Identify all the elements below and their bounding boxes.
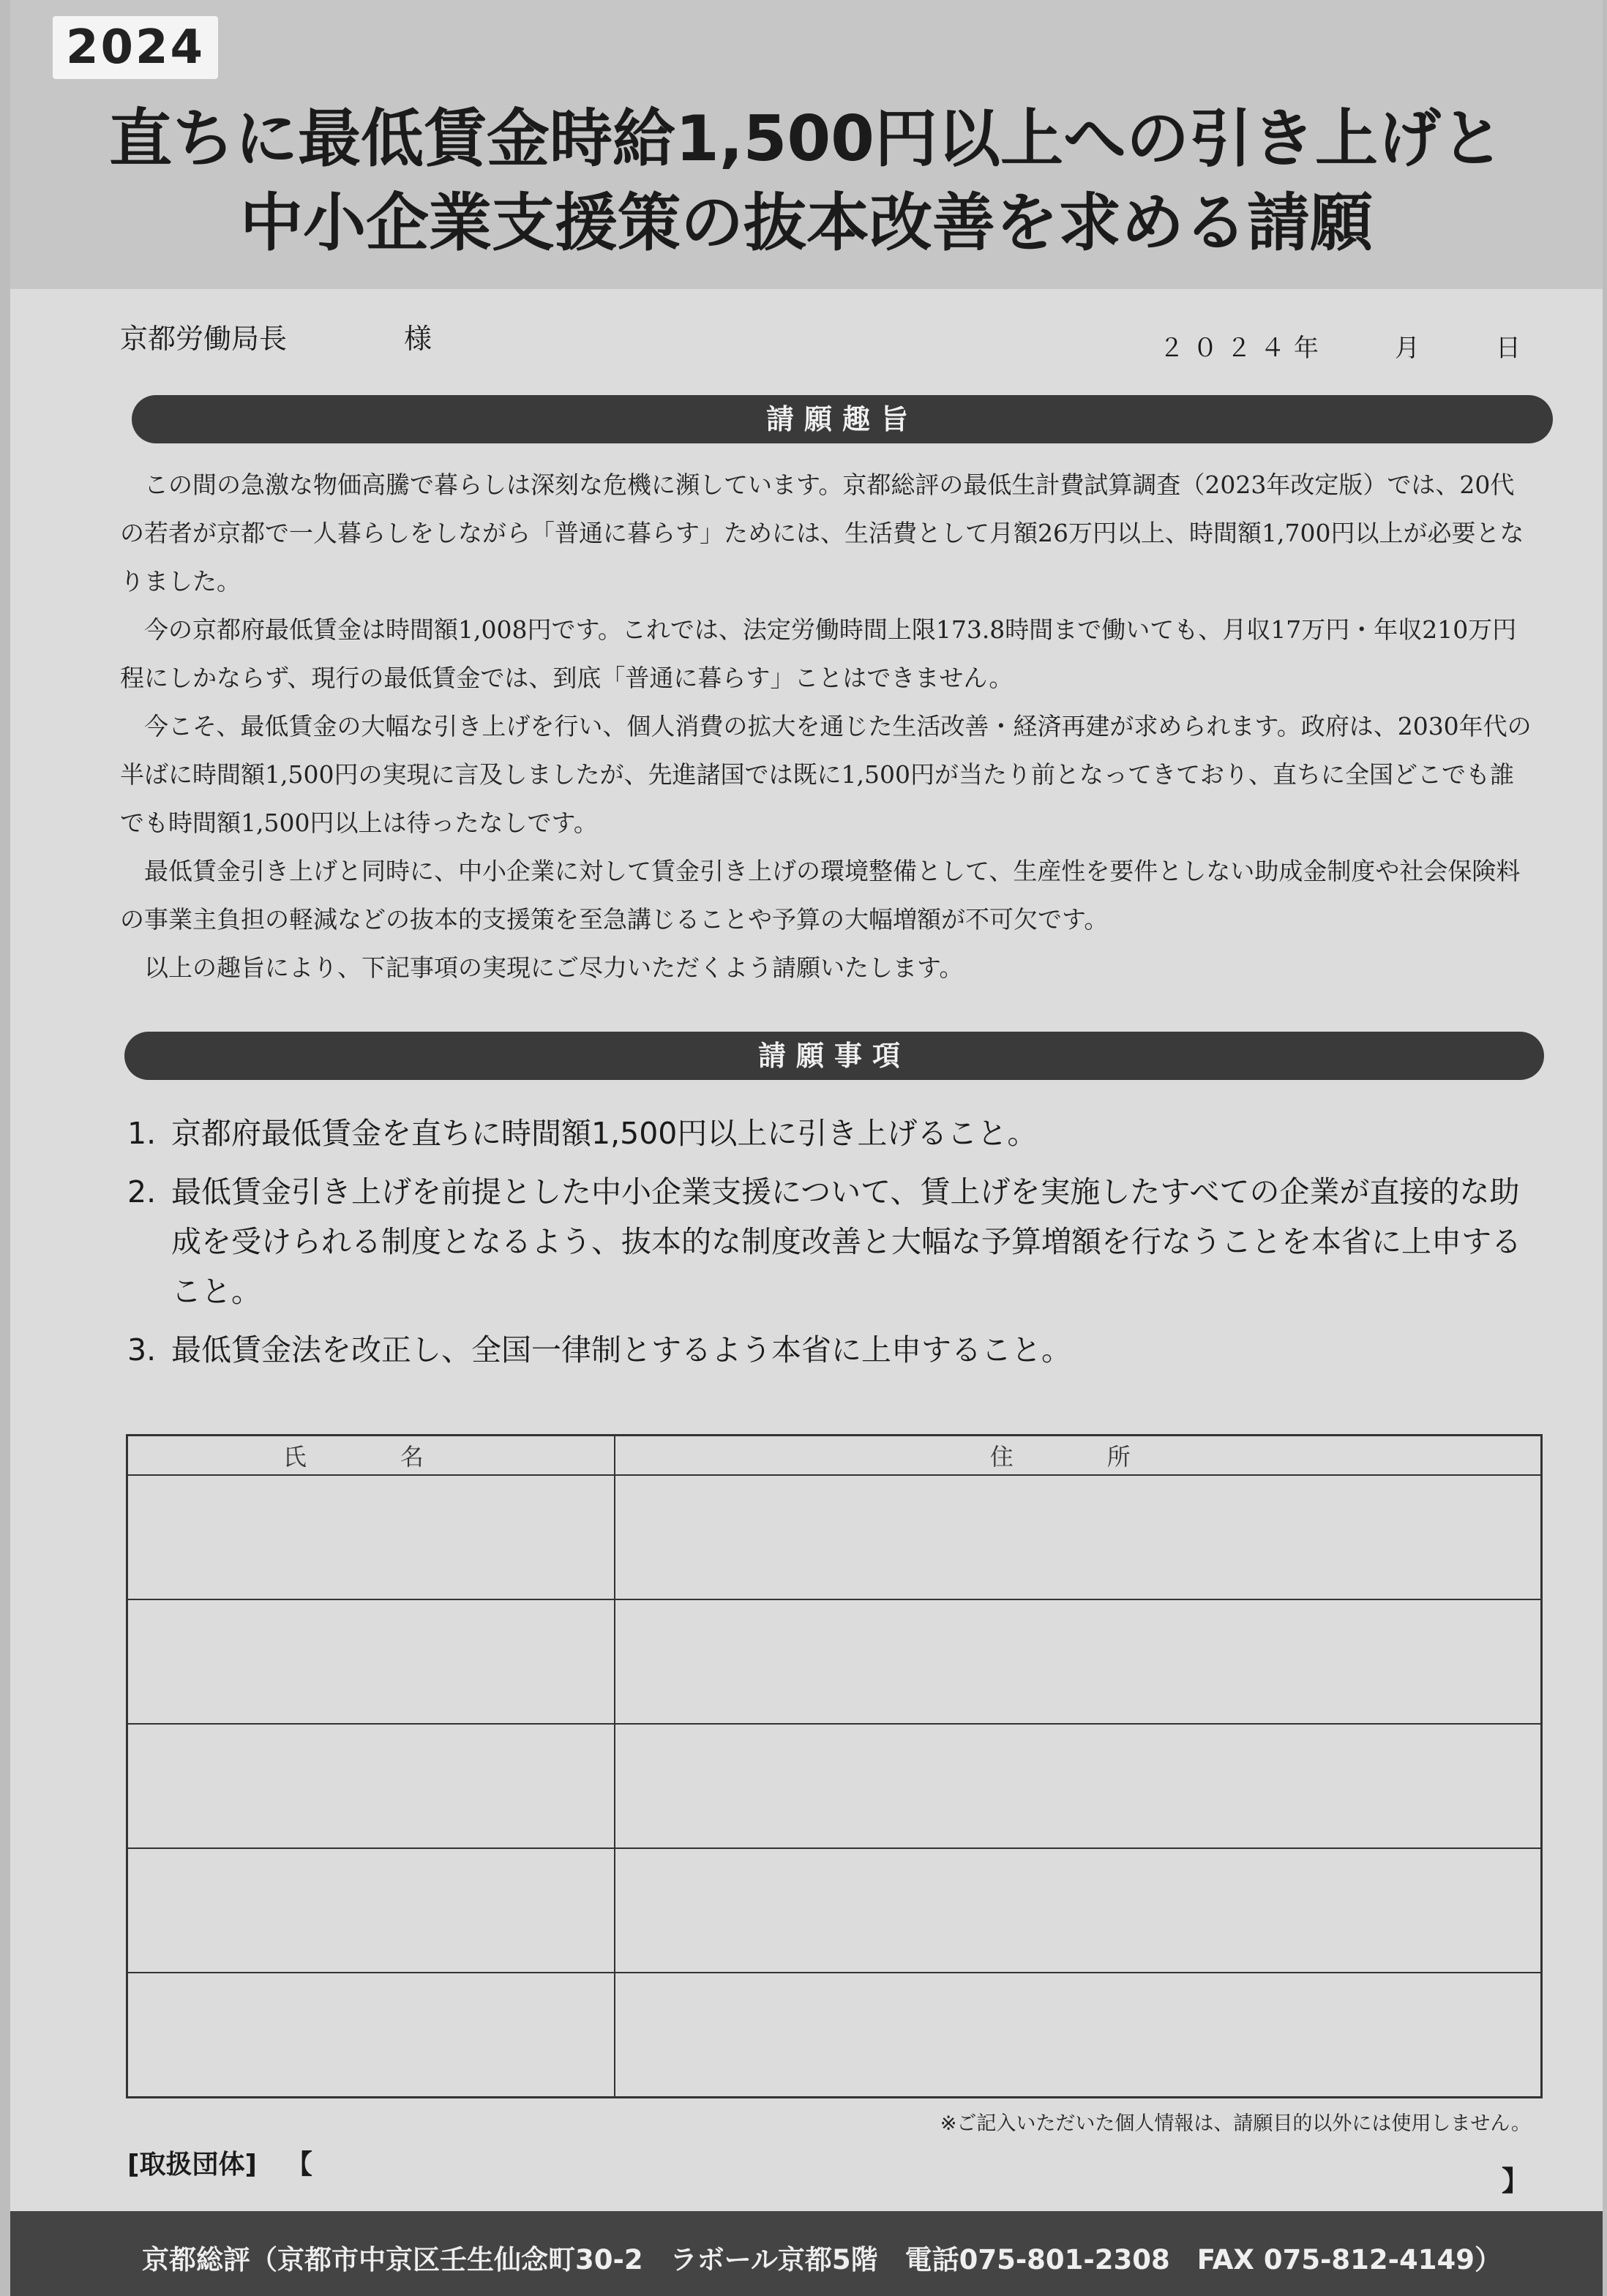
address-cell[interactable]: [615, 1724, 1542, 1848]
handler-open-bracket: 【: [285, 2150, 312, 2180]
signature-table-header: [127, 1436, 1542, 1476]
section-heading-requests: 請願事項: [124, 1032, 1544, 1080]
request-text: 最低賃金法を改正し、全国一律制とするよう本省に上申すること。: [171, 1332, 1071, 1368]
handler-label: [取扱団体]: [127, 2150, 257, 2180]
signature-row: [127, 1848, 1542, 1973]
name-cell[interactable]: [127, 1475, 615, 1599]
header-band: [10, 0, 1603, 289]
signature-row: [127, 1599, 1542, 1724]
request-number: 1.: [127, 1116, 157, 1151]
year-badge: 2024: [53, 16, 218, 79]
address-cell[interactable]: [615, 1848, 1542, 1973]
request-number: 2.: [127, 1174, 157, 1209]
request-number: 3.: [127, 1332, 157, 1368]
name-cell[interactable]: [127, 1973, 615, 2098]
footer-contact: 京都総評（京都市中京区壬生仙念町30-2 ラボール京都5階 電話075-801-2308 FAX 075-812-4149）: [142, 2244, 1502, 2276]
addressee-name: 京都労働局長: [120, 323, 288, 355]
request-text: 京都府最低賃金を直ちに時間額1,500円以上に引き上げること。: [171, 1116, 1038, 1151]
signature-row: [127, 1973, 1542, 2098]
petition-sheet: [10, 0, 1603, 2296]
handler-close-bracket: 】: [1501, 2165, 1529, 2197]
address-cell[interactable]: [615, 1599, 1542, 1724]
purpose-text: [120, 461, 1532, 992]
petition-date: ２０２４年 月 日: [1159, 334, 1529, 363]
address-cell[interactable]: [615, 1475, 1542, 1599]
privacy-note: ※ご記入いただいた個人情報は、請願目的以外には使用しません。: [940, 2112, 1531, 2135]
title-line-1: 直ちに最低賃金時給1,500円以上への引き上げと: [108, 102, 1505, 176]
request-item: [127, 1325, 1547, 1375]
request-item: [127, 1108, 1547, 1158]
request-list: [127, 1108, 1547, 1384]
name-cell[interactable]: [127, 1848, 615, 1973]
column-header-address: 住 所: [615, 1436, 1542, 1476]
request-item: [127, 1167, 1547, 1316]
purpose-paragraph: 今の京都府最低賃金は時間額1,008円です。これでは、法定労働時間上限173.8時間まで働いても、月収17万円・年収210万円程にしかならず、現行の最低賃金では、到底「普通に暮らす」ことはできません。: [120, 615, 1517, 692]
signature-row: [127, 1724, 1542, 1848]
purpose-paragraph: 以上の趣旨により、下記事項の実現にご尽力いただくよう請願いたします。: [144, 953, 964, 982]
signature-row: [127, 1475, 1542, 1599]
purpose-paragraph: 最低賃金引き上げと同時に、中小企業に対して賃金引き上げの環境整備として、生産性を要件としない助成金制度や社会保険料の事業主負担の軽減などの抜本的支援策を至急講じることや予算の大幅増額が不可欠です。: [120, 857, 1521, 934]
column-header-name: 氏 名: [127, 1436, 615, 1476]
handling-organization: [127, 2144, 312, 2181]
title-line-2: 中小企業支援策の抜本改善を求める請願: [240, 187, 1373, 260]
name-cell[interactable]: [127, 1599, 615, 1724]
signature-table: [126, 1434, 1543, 2098]
address-cell[interactable]: [615, 1973, 1542, 2098]
request-text: 最低賃金引き上げを前提とした中小企業支援について、賃上げを実施したすべての企業が直接的な助成を受けられる制度となるよう、抜本的な制度改善と大幅な予算増額を行なうことを本省に上申すること。: [171, 1174, 1521, 1309]
addressee-honorific: 様: [404, 323, 432, 355]
purpose-paragraph: この間の急激な物価高騰で暮らしは深刻な危機に瀕しています。京都総評の最低生計費試算調査（2023年改定版）では、20代の若者が京都で一人暮らしをしながら「普通に暮らす」ためには、生活費として月額26万円以上、時間額1,700円以上が必要となりました。: [120, 470, 1524, 596]
name-cell[interactable]: [127, 1724, 615, 1848]
section-heading-purpose: 請願趣旨: [132, 395, 1553, 443]
purpose-paragraph: 今こそ、最低賃金の大幅な引き上げを行い、個人消費の拡大を通じた生活改善・経済再建が求められます。政府は、2030年代の半ばに時間額1,500円の実現に言及しましたが、先進諸国では既に1,500円が当たり前となってきており、直ちに全国どこでも誰でも時間額1,500円以上は待ったなしです。: [120, 712, 1532, 837]
